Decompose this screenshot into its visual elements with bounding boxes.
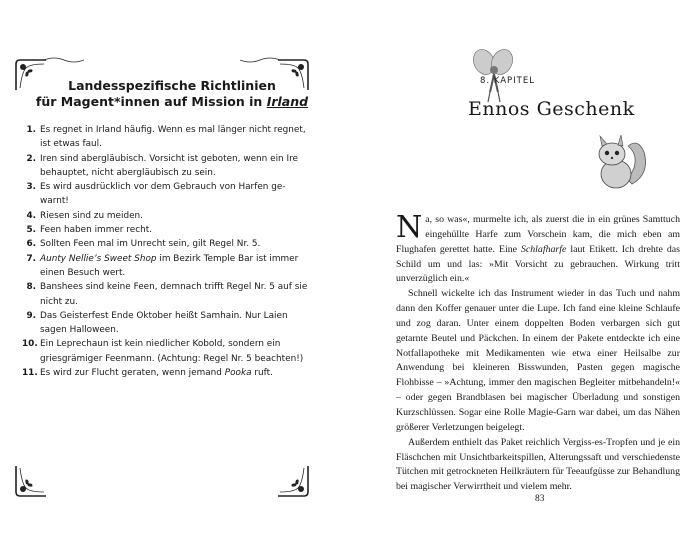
- rule-item: [22, 152, 312, 181]
- rule-text: ist etwas faul.: [40, 139, 102, 150]
- paragraph-2: Schnell wickelte ich das Instrument wieder in das Tuch und nahm dann den Koffer genauer unter die Lupe. Ich fand eine kleine Schlaufe und zog daran. Unter einem doppelten Boden verbargen sich gut getarnte Beutel und Päckchen. In einem der Pakete entdeckte ich eine Notfallapotheke mit Medikamenten wie etwa einer Heilsalbe zur Anwendung bei kleineren Bisswunden, Pasten gegen magische Flohbisse – »Achtung, immer den magischen Begleiter mitbehandeln!« – oder gegen Brandblasen bei magischer Überladung und sonstigen Kurzschlüssen. Sogar eine Rolle Magie-Garn war dabei, um das Nähen größerer Verletzungen beigelegt.: [396, 288, 680, 433]
- rule-text: Banshees sind keine Feen, demnach trifft Regel Nr. 5 auf sie: [40, 282, 308, 293]
- rule-number: 3.: [26, 182, 36, 193]
- rule-item: [22, 337, 312, 366]
- rule-text: einen Besuch wert.: [40, 267, 126, 278]
- rules-list: [22, 123, 312, 380]
- guidelines-title: [22, 78, 322, 110]
- rule-text: Ein Leprechaun ist kein niedlicher Kobold, sondern ein: [40, 339, 281, 350]
- rule-text: Es wird zur Flucht geraten, wenn jemand: [40, 368, 225, 379]
- rule-number: 8.: [26, 282, 36, 293]
- rule-item: [22, 209, 312, 223]
- rule-item: [22, 366, 312, 380]
- rule-text: Riesen sind zu meiden.: [40, 210, 144, 221]
- paragraph-1: [396, 210, 680, 287]
- rule-number: 4.: [26, 210, 36, 221]
- rule-number: 5.: [26, 225, 36, 236]
- rule-text: Es regnet in Irland häufig. Wenn es mal länger nicht regnet,: [40, 125, 306, 135]
- rule-text: Sollten Feen mal im Unrecht sein, gilt Regel Nr. 5.: [40, 239, 261, 250]
- rule-text: griesgrämiger Feenmann. (Achtung: Regel Nr. 5 beachten!): [40, 353, 304, 364]
- rule-item: [22, 237, 312, 251]
- rule-item: [22, 180, 312, 209]
- rule-text: ruft.: [251, 368, 273, 379]
- corner-ornament-bottom-right: [276, 464, 310, 498]
- chapter-label: 8. KAPITEL: [480, 76, 535, 86]
- rule-item: [22, 252, 312, 281]
- guidelines-title-line2: [22, 94, 322, 110]
- rule-text: sagen Halloween.: [40, 325, 119, 336]
- rule-number: 10.: [22, 339, 38, 350]
- top-flourish-left: [44, 56, 84, 64]
- rule-text: Feen haben immer recht.: [40, 225, 152, 236]
- rule-item: [22, 309, 312, 338]
- title-country: Irland: [266, 94, 309, 109]
- pooka-word: Pooka: [224, 368, 252, 379]
- rule-text: im Bezirk Temple Bar ist immer: [156, 253, 299, 264]
- drop-cap: N: [396, 210, 423, 245]
- rule-number: 9.: [26, 310, 36, 321]
- rule-text: warnt!: [40, 196, 69, 207]
- paragraph-1-text-a: a, so was«, murmelte ich, als zuerst die in ein grünes Samttuch eingehüllte Harfe zum Vorschein kam, die mich eben am Flughafen gerettet hatte. Eine: [396, 214, 680, 255]
- rule-item: [22, 280, 312, 309]
- paragraph-3: Außerdem enthielt das Paket reichlich Vergiss-es-Tropfen und je ein Fläschchen mit Unsichtbarkeitspillen, Alterungssaft und verschiedenste Tütchen mit getrockneten Heilkräutern für Teeaufgüsse zur Behandlung bei magischer Verwirrtheit und vielem mehr.: [396, 436, 680, 493]
- rule-number: 2.: [26, 153, 36, 164]
- rule-text: nicht zu.: [40, 296, 79, 307]
- rule-number: 6.: [26, 239, 36, 250]
- title-prefix: für Magent*innen auf Mission in: [35, 94, 267, 109]
- rule-text: behauptet, nicht abergläubisch zu sein.: [40, 167, 216, 178]
- rule-item: [22, 223, 312, 237]
- harp-name: Schlafharfe: [520, 243, 567, 255]
- chapter-body: [396, 210, 680, 495]
- rule-text: Iren sind abergläubisch. Vorsicht ist geboten, wenn ein Ire: [40, 153, 299, 164]
- rule-item: [22, 123, 312, 152]
- guidelines-title-line1: Landesspezifische Richtlinien: [68, 78, 276, 93]
- rule-text: Das Geisterfest Ende Oktober heißt Samhain. Nur Laien: [40, 310, 288, 321]
- page-number: 83: [535, 494, 545, 504]
- rule-text: Es wird ausdrücklich vor dem Gebrauch von Harfen ge-: [40, 182, 286, 193]
- rule-number: 7.: [26, 253, 36, 264]
- rule-number: 1.: [26, 125, 36, 135]
- right-page: [350, 0, 700, 560]
- rule-number: 11.: [22, 368, 38, 379]
- corner-ornament-bottom-left: [14, 464, 48, 498]
- squirrel-illustration: [588, 130, 650, 192]
- chapter-title: Ennos Geschenk: [468, 98, 635, 120]
- top-flourish-right: [240, 56, 280, 64]
- shop-name: Aunty Nellie’s Sweet Shop: [40, 253, 157, 264]
- paragraph-1-text-b: laut Etikett. Ich drehte das Schild um und las: »Mit Vorsicht zu gebrauchen. Wirkung tritt unverzüglich ein.«: [396, 243, 680, 285]
